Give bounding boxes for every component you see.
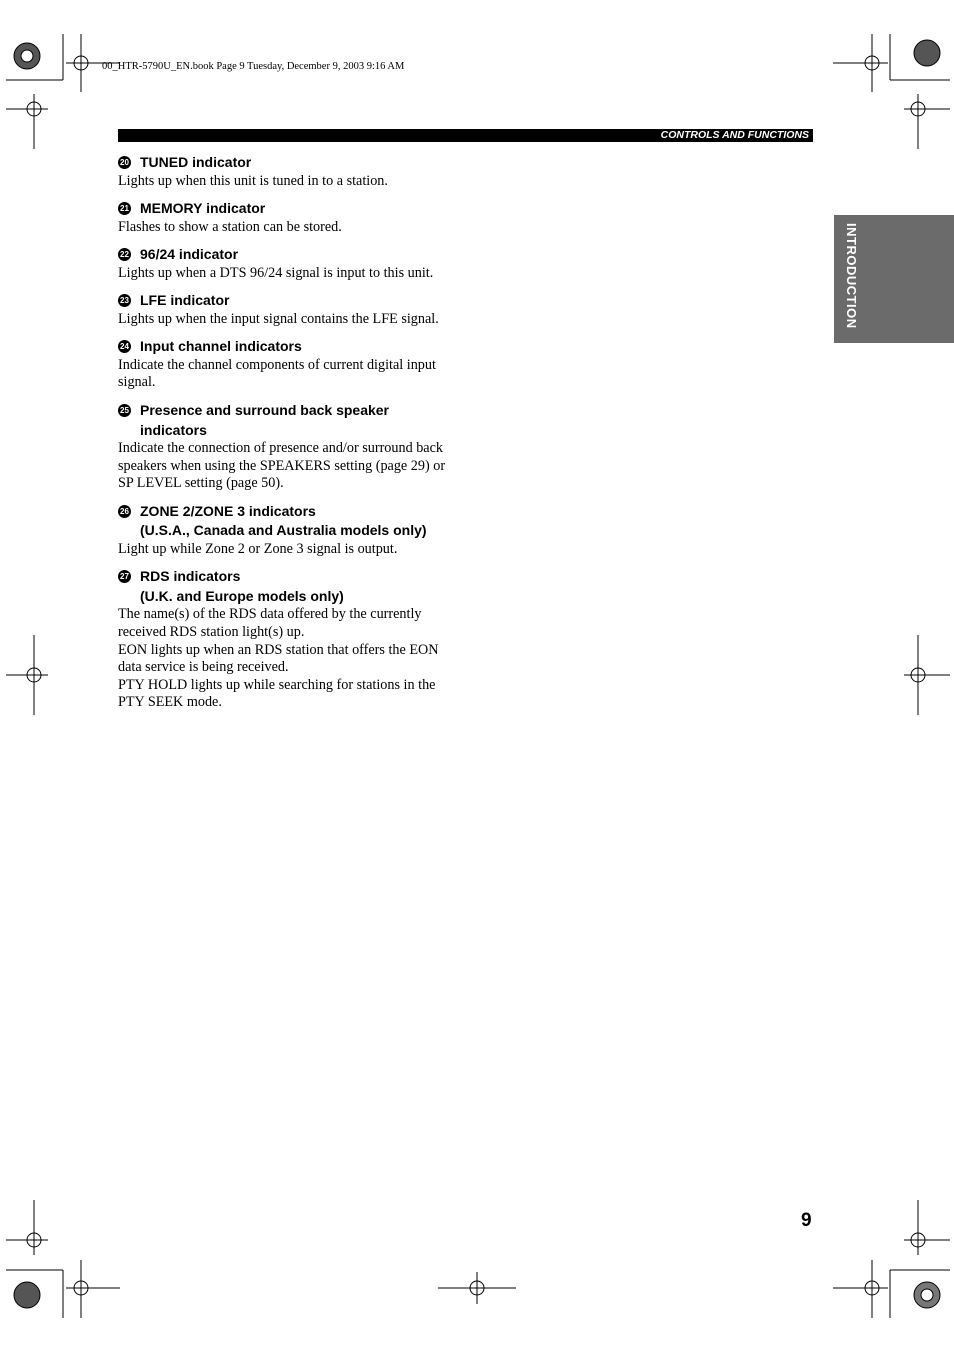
item-description-line: speakers when using the SPEAKERS setting (page 29) or — [118, 457, 446, 474]
item-description — [118, 219, 458, 237]
item-description-line: received RDS station light(s) up. — [118, 624, 305, 641]
item-description-line: Lights up when a DTS 96/24 signal is input to this unit. — [118, 264, 434, 281]
item-heading-line: Input channel indicators — [140, 338, 302, 355]
item-number-badge: 22 — [118, 248, 131, 261]
item-description-line: EON lights up when an RDS station that offers the EON — [118, 641, 439, 658]
item-heading — [118, 567, 458, 606]
item-heading-line: (U.S.A., Canada and Australia models only) — [140, 522, 427, 539]
item-heading — [118, 502, 458, 541]
item-number-badge: 26 — [118, 505, 131, 518]
indicator-item — [118, 502, 458, 559]
item-heading — [118, 245, 458, 265]
indicator-item — [118, 401, 458, 493]
indicator-item — [118, 199, 458, 236]
side-tab-label: INTRODUCTION — [844, 223, 859, 329]
item-heading-line: 96/24 indicator — [140, 246, 239, 263]
item-number-badge: 20 — [118, 156, 131, 169]
item-heading — [118, 199, 458, 219]
side-tab-introduction — [834, 215, 954, 343]
item-heading-line: indicators — [140, 421, 207, 438]
item-description — [118, 541, 458, 559]
item-description — [118, 311, 458, 329]
indicator-item — [118, 567, 458, 712]
item-description-line: PTY HOLD lights up while searching for stations in the — [118, 676, 436, 693]
indicator-item — [118, 153, 458, 190]
section-title: CONTROLS AND FUNCTIONS — [660, 129, 809, 141]
item-description-line: PTY SEEK mode. — [118, 694, 222, 711]
item-heading — [118, 291, 458, 311]
item-heading-line: RDS indicators — [140, 568, 241, 585]
item-heading-line: Presence and surround back speaker — [140, 402, 389, 419]
item-description-line: Light up while Zone 2 or Zone 3 signal is output. — [118, 540, 398, 557]
indicator-list — [118, 153, 458, 721]
indicator-item — [118, 337, 458, 392]
item-heading — [118, 153, 458, 173]
item-description-line: Lights up when this unit is tuned in to a station. — [118, 172, 388, 189]
item-heading — [118, 337, 458, 357]
item-number-badge: 27 — [118, 570, 131, 583]
item-description — [118, 173, 458, 191]
item-description-line: Indicate the connection of presence and/or surround back — [118, 440, 443, 457]
item-description-line: Flashes to show a station can be stored. — [118, 218, 342, 235]
item-heading-line: LFE indicator — [140, 292, 230, 309]
indicator-item — [118, 291, 458, 328]
item-heading-line: ZONE 2/ZONE 3 indicators — [140, 502, 316, 519]
page-number: 9 — [801, 1210, 812, 1231]
print-header: 00_HTR-5790U_EN.book Page 9 Tuesday, December 9, 2003 9:16 AM — [102, 61, 405, 72]
item-description — [118, 265, 458, 283]
section-header-bar — [118, 129, 813, 142]
item-number-badge: 23 — [118, 294, 131, 307]
item-description — [118, 357, 458, 392]
item-number-badge: 21 — [118, 202, 131, 215]
item-description — [118, 606, 458, 712]
item-number-badge: 25 — [118, 404, 131, 417]
item-description-line: Indicate the channel components of current digital input — [118, 356, 436, 373]
indicator-item — [118, 245, 458, 282]
item-heading — [118, 401, 458, 440]
item-heading-line: (U.K. and Europe models only) — [140, 587, 344, 604]
item-description-line: Lights up when the input signal contains the LFE signal. — [118, 310, 439, 327]
item-heading-line: MEMORY indicator — [140, 200, 266, 217]
item-description-line: The name(s) of the RDS data offered by the currently — [118, 606, 422, 623]
item-description-line: SP LEVEL setting (page 50). — [118, 475, 284, 492]
item-number-badge: 24 — [118, 340, 131, 353]
item-heading-line: TUNED indicator — [140, 154, 252, 170]
item-description-line: signal. — [118, 374, 156, 391]
item-description-line: data service is being received. — [118, 659, 289, 676]
item-description — [118, 440, 458, 493]
